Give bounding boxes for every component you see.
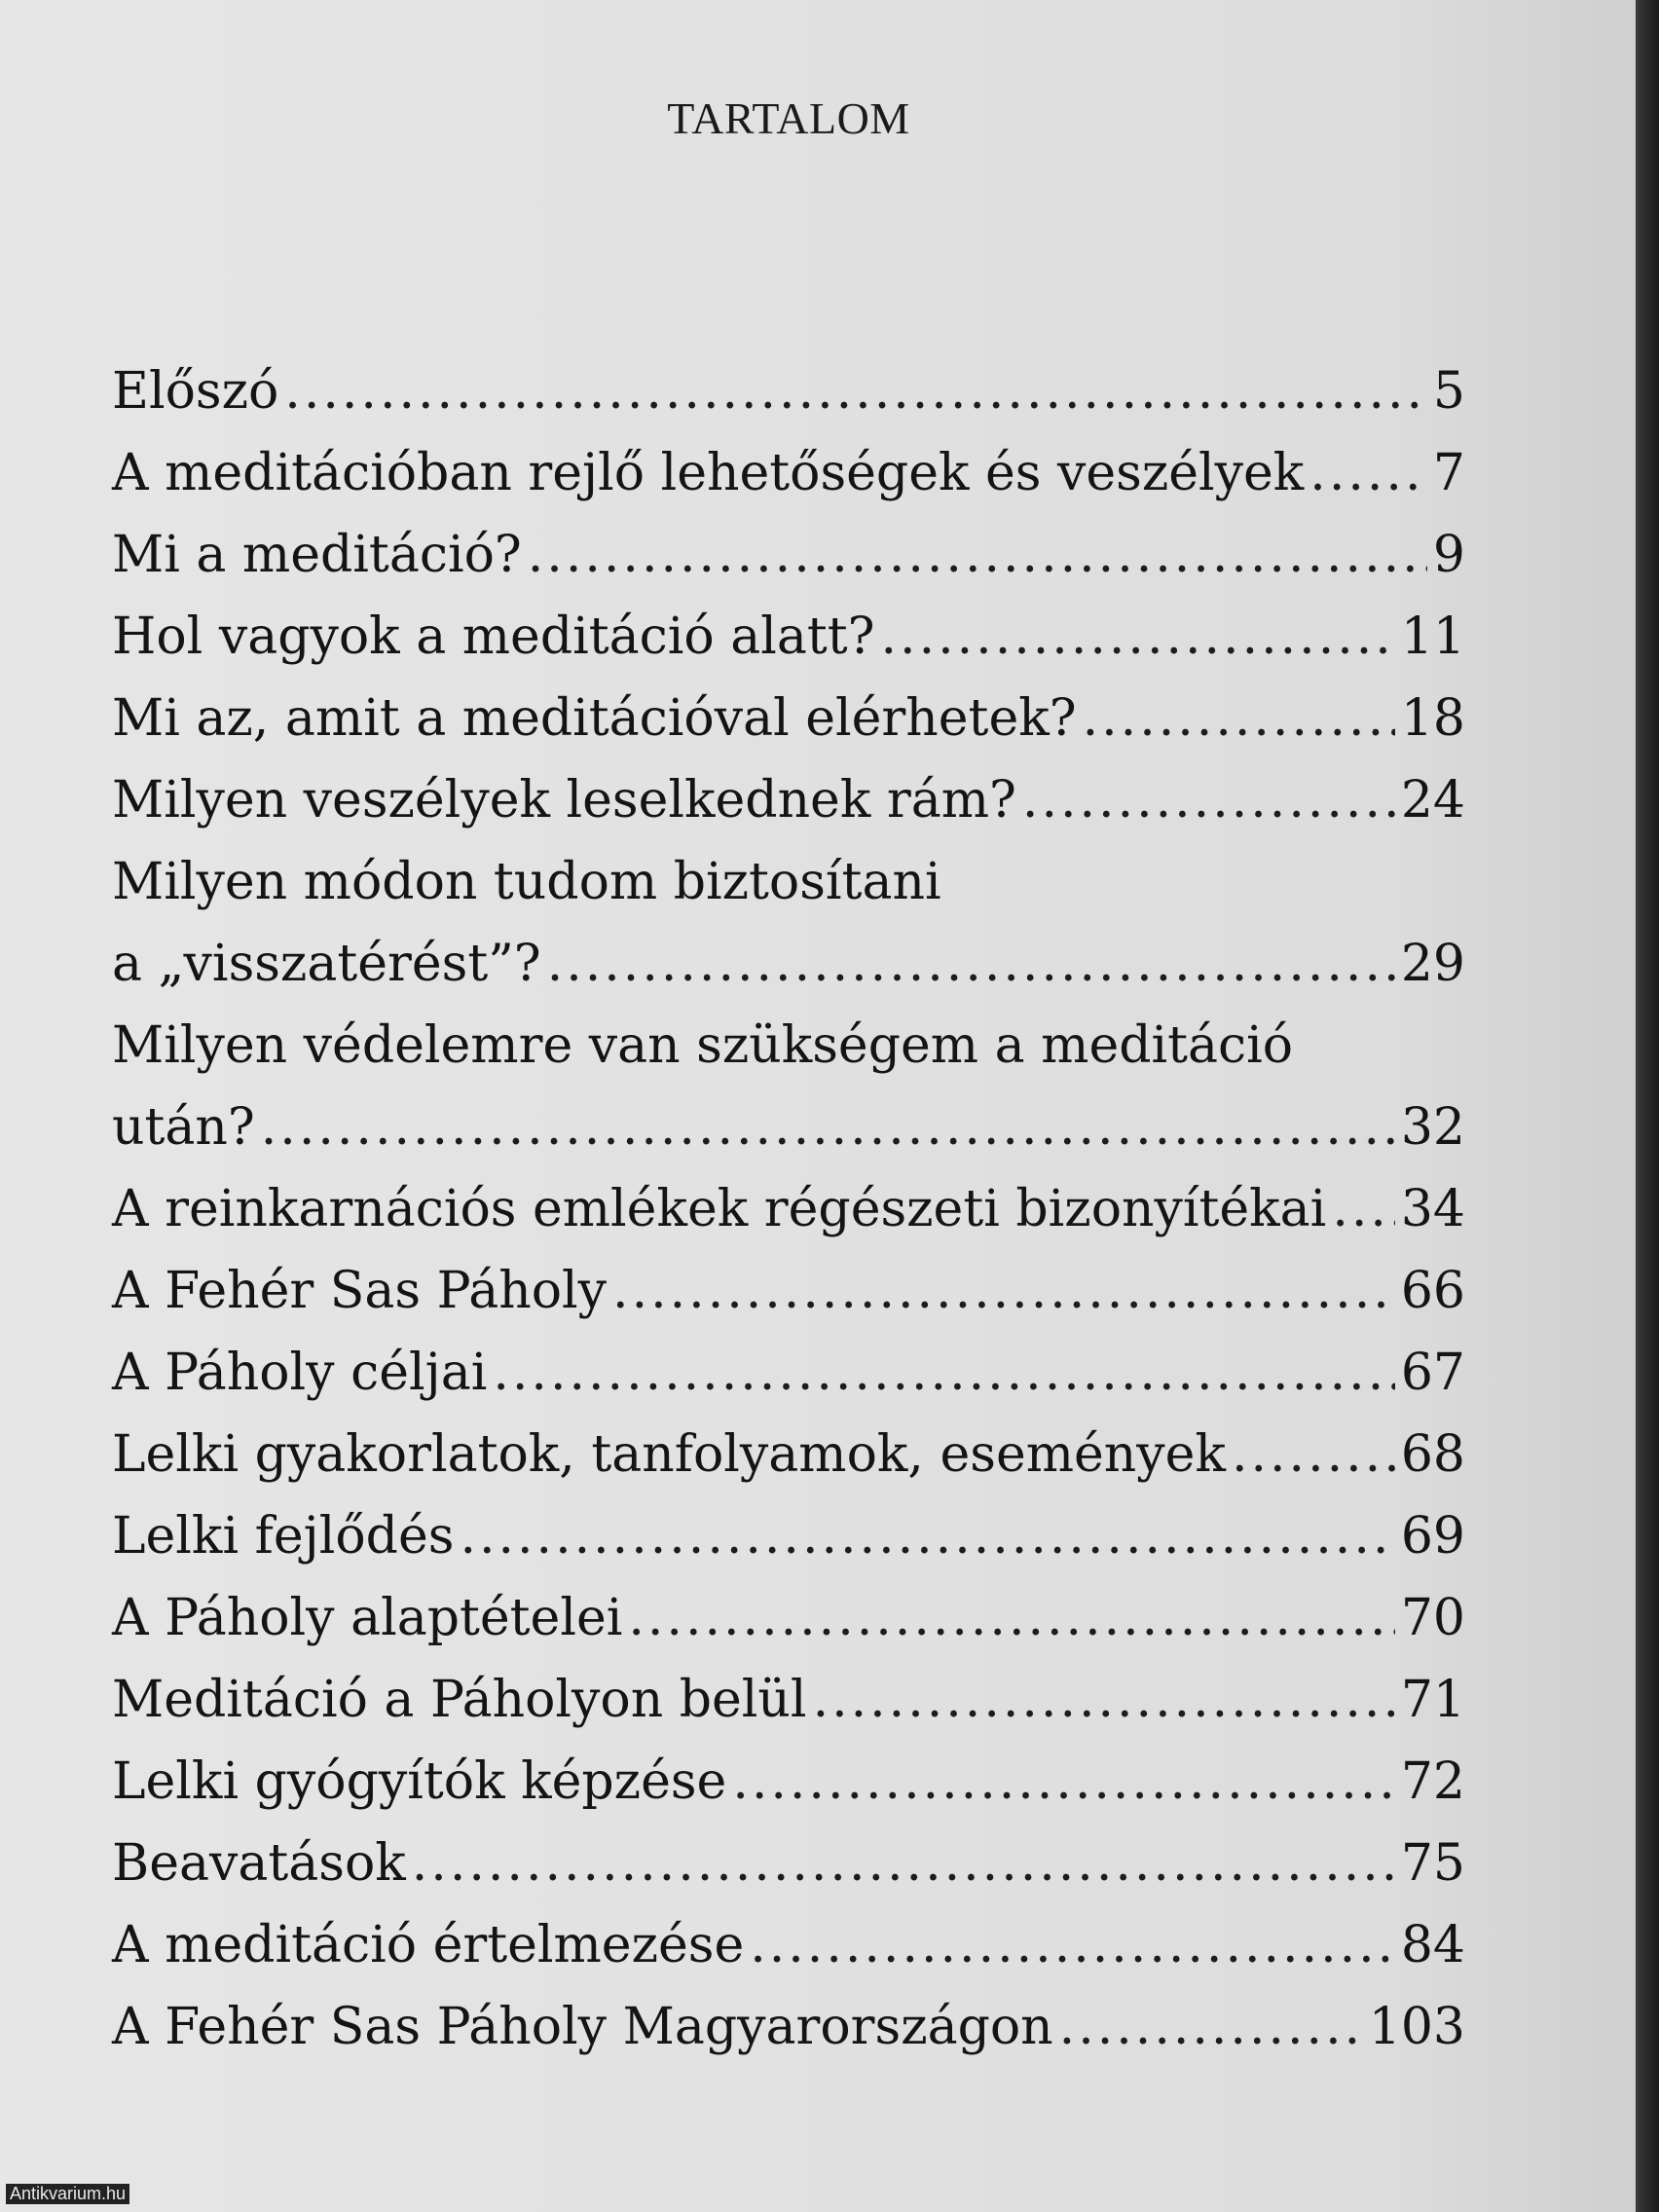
- dot-leader: [493, 1332, 1394, 1414]
- toc-entry-first-line[interactable]: [112, 841, 1465, 923]
- dot-leader: [628, 1577, 1394, 1659]
- toc-entry-label: A Fehér Sas Páholy: [112, 1262, 608, 1320]
- toc-entry-label: A meditáció értelmezése: [112, 1916, 745, 1974]
- toc-entry-page: 72: [1400, 1752, 1465, 1811]
- toc-entry-label: Beavatások: [112, 1834, 406, 1893]
- toc-entry[interactable]: [112, 514, 1465, 596]
- toc-entry-label: Milyen módon tudom biztosítani: [112, 853, 941, 911]
- dot-leader: [1083, 678, 1395, 759]
- dot-leader: [1309, 432, 1427, 514]
- toc-entry-page: 70: [1400, 1589, 1465, 1647]
- toc-entry-page: 103: [1368, 1998, 1465, 2056]
- toc-entry-label: Lelki gyógyítók képzése: [112, 1752, 727, 1811]
- toc-entry-label: Mi a meditáció?: [112, 526, 522, 584]
- toc-entry-label: A reinkarnációs emlékek régészeti bizonyítékai: [112, 1180, 1327, 1238]
- dot-leader: [612, 1250, 1395, 1332]
- toc-entry-page: 69: [1400, 1507, 1465, 1566]
- toc-entry-page: 11: [1400, 608, 1465, 666]
- toc-entry-page: 5: [1432, 362, 1465, 421]
- toc-entry-label: Milyen veszélyek leselkednek rám?: [112, 771, 1016, 830]
- toc-entry-second-line[interactable]: [112, 923, 1465, 1005]
- dot-leader: [261, 1087, 1395, 1168]
- toc-entry-page: 71: [1400, 1671, 1465, 1729]
- dot-leader: [547, 923, 1395, 1005]
- toc-entry-page: 66: [1400, 1262, 1465, 1320]
- toc-entry[interactable]: [112, 596, 1465, 678]
- toc-entry[interactable]: [112, 1659, 1465, 1741]
- dot-leader: [1332, 1168, 1395, 1250]
- toc-entry[interactable]: [112, 432, 1465, 514]
- toc-entry-label: Lelki fejlődés: [112, 1507, 455, 1566]
- dot-leader: [460, 1495, 1394, 1577]
- toc-entry[interactable]: [112, 1823, 1465, 1904]
- watermark: Antikvarium.hu: [6, 2184, 129, 2204]
- dot-leader: [284, 350, 1427, 432]
- page-title: TARTALOM: [667, 93, 910, 143]
- toc-entry-label: A meditációban rejlő lehetőségek és veszélyek: [112, 444, 1305, 502]
- toc-entry[interactable]: [112, 759, 1465, 841]
- toc-entry-page: 18: [1400, 689, 1465, 748]
- toc-entry-label: Hol vagyok a meditáció alatt?: [112, 608, 875, 666]
- toc-entry-page: 29: [1400, 935, 1465, 993]
- dot-leader: [813, 1659, 1395, 1741]
- toc-entry-label-continued: a „visszatérést”?: [112, 935, 541, 993]
- dot-leader: [1059, 1986, 1363, 2068]
- toc-entry-label: A Fehér Sas Páholy Magyarországon: [112, 1998, 1053, 2056]
- toc-entry[interactable]: [112, 1168, 1465, 1250]
- toc-entry[interactable]: [112, 1904, 1465, 1986]
- toc-entry-label: Meditáció a Páholyon belül: [112, 1671, 807, 1729]
- toc-entry[interactable]: [112, 1250, 1465, 1332]
- toc-entry-label: Lelki gyakorlatok, tanfolyamok, események: [112, 1425, 1226, 1484]
- toc-entry-page: 75: [1400, 1834, 1465, 1893]
- dot-leader: [750, 1904, 1395, 1986]
- toc-entry-label: A Páholy céljai: [112, 1344, 488, 1402]
- toc-entry-label: Előszó: [112, 362, 279, 421]
- dot-leader: [412, 1823, 1395, 1904]
- toc-entry-second-line[interactable]: [112, 1087, 1465, 1168]
- toc-entry-page: 34: [1400, 1180, 1465, 1238]
- toc-entry[interactable]: [112, 1332, 1465, 1414]
- toc-entry-page: 7: [1432, 444, 1465, 502]
- table-of-contents: [112, 350, 1465, 2068]
- dot-leader: [732, 1741, 1395, 1823]
- toc-entry-label: A Páholy alaptételei: [112, 1589, 623, 1647]
- toc-entry-page: 24: [1400, 771, 1465, 830]
- dot-leader: [1232, 1414, 1395, 1495]
- dot-leader: [881, 596, 1395, 678]
- toc-entry-page: 9: [1432, 526, 1465, 584]
- toc-entry[interactable]: [112, 350, 1465, 432]
- toc-entry-page: 67: [1400, 1344, 1465, 1402]
- toc-entry[interactable]: [112, 678, 1465, 759]
- toc-entry-label: Milyen védelemre van szükségem a meditáció: [112, 1016, 1294, 1075]
- page-edge-shadow: [1636, 0, 1659, 2212]
- toc-entry[interactable]: [112, 1577, 1465, 1659]
- toc-entry-page: 68: [1400, 1425, 1465, 1484]
- toc-entry-label: Mi az, amit a meditációval elérhetek?: [112, 689, 1077, 748]
- toc-entry-label-continued: után?: [112, 1098, 255, 1157]
- toc-entry-first-line[interactable]: [112, 1005, 1465, 1087]
- dot-leader: [528, 514, 1427, 596]
- toc-entry[interactable]: [112, 1986, 1465, 2068]
- toc-entry-page: 32: [1400, 1098, 1465, 1157]
- dot-leader: [1022, 759, 1395, 841]
- toc-entry[interactable]: [112, 1495, 1465, 1577]
- toc-entry[interactable]: [112, 1741, 1465, 1823]
- toc-entry[interactable]: [112, 1414, 1465, 1495]
- toc-entry-page: 84: [1400, 1916, 1465, 1974]
